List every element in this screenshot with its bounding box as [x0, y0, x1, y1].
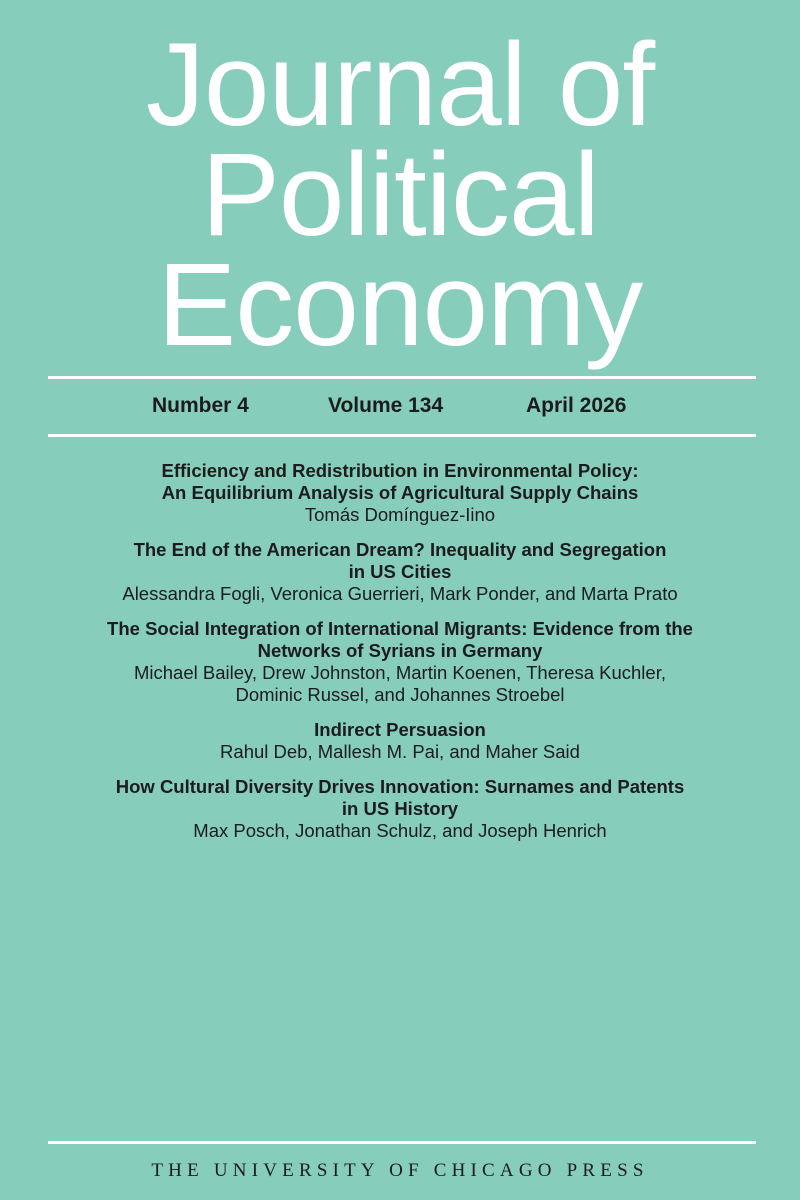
publisher-name: THE UNIVERSITY OF CHICAGO PRESS	[151, 1160, 649, 1181]
article-title-line: The End of the American Dream? Inequality and Segregation	[133, 539, 667, 560]
article-authors-line: Michael Bailey, Drew Johnston, Martin Koenen, Theresa Kuchler,	[134, 662, 666, 683]
article-entry	[40, 539, 760, 605]
article-authors	[40, 820, 760, 842]
article-title	[40, 460, 760, 504]
article-authors-line: Alessandra Fogli, Veronica Guerrieri, Mark Ponder, and Marta Prato	[122, 583, 678, 604]
issue-number: Number 4	[152, 394, 249, 417]
article-authors	[40, 583, 760, 605]
article-authors-line: Tomás Domínguez-Iino	[304, 504, 496, 525]
article-authors-line: Rahul Deb, Mallesh M. Pai, and Maher Said	[220, 741, 580, 762]
article-title-line: in US History	[341, 798, 459, 819]
article-authors	[40, 741, 760, 763]
journal-title-line-2: Political	[201, 129, 599, 261]
table-of-contents	[40, 460, 760, 855]
article-title	[40, 539, 760, 583]
article-entry	[40, 719, 760, 763]
article-title	[40, 719, 760, 741]
bottom-divider	[48, 1141, 756, 1144]
journal-title-line-1: Journal of	[145, 19, 655, 151]
journal-title	[0, 19, 800, 371]
article-title-line: The Social Integration of International Migrants: Evidence from the	[107, 618, 693, 639]
top-divider	[48, 376, 756, 379]
issue-info	[0, 394, 800, 424]
article-authors	[40, 504, 760, 526]
article-title-line: Networks of Syrians in Germany	[257, 640, 543, 661]
article-authors	[40, 662, 760, 706]
issue-volume: Volume 134	[328, 394, 444, 417]
article-title-line: Efficiency and Redistribution in Environmental Policy:	[161, 460, 639, 481]
article-title	[40, 618, 760, 662]
article-title	[40, 776, 760, 820]
issue-divider	[48, 434, 756, 437]
article-authors-line: Max Posch, Jonathan Schulz, and Joseph Henrich	[193, 820, 607, 841]
article-entry	[40, 776, 760, 842]
article-title-line: How Cultural Diversity Drives Innovation: Surnames and Patents	[115, 776, 685, 797]
article-title-line: in US Cities	[348, 561, 452, 582]
journal-title-line-3: Economy	[157, 239, 643, 371]
article-entry	[40, 460, 760, 526]
issue-date: April 2026	[526, 394, 627, 417]
article-authors-line: Dominic Russel, and Johannes Stroebel	[235, 684, 565, 705]
article-title-line: An Equilibrium Analysis of Agricultural Supply Chains	[161, 482, 639, 503]
article-entry	[40, 618, 760, 706]
article-title-line: Indirect Persuasion	[314, 719, 486, 740]
